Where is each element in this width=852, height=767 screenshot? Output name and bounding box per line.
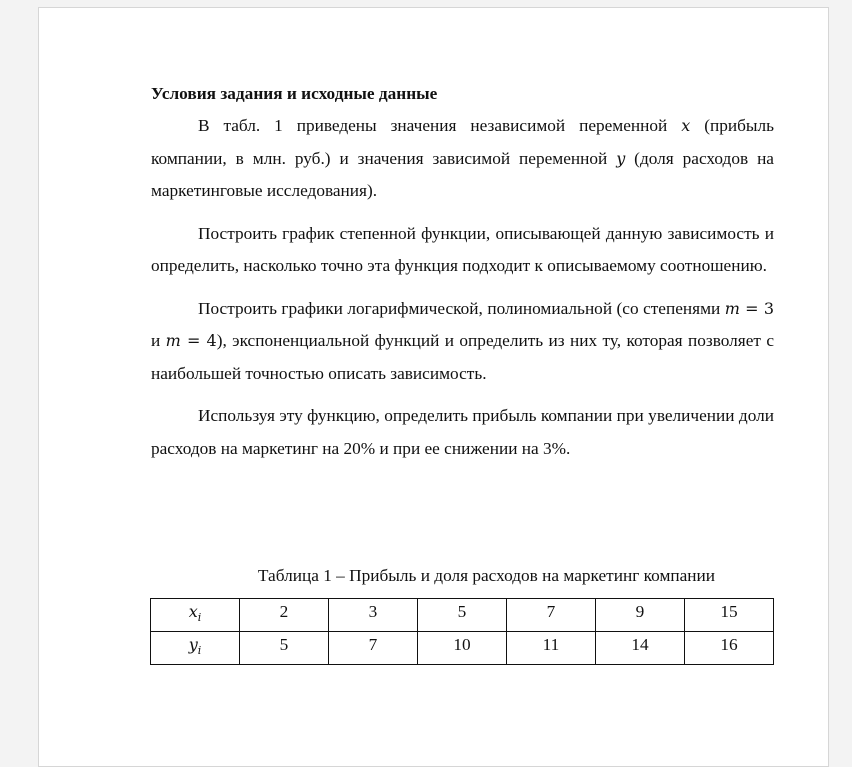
document-body xyxy=(151,82,775,658)
equals-4: = 4 xyxy=(180,331,217,350)
table-cell: 9 xyxy=(596,599,685,632)
paragraph-4: Используя эту функцию, определить прибыль компании при увеличении доли расходов на маркетинг на 20% и при ее снижении на 3%. xyxy=(151,406,774,458)
equals-3: = 3 xyxy=(739,298,774,318)
row-header-y xyxy=(151,632,240,665)
table-caption: Таблица 1 – Прибыль и доля расходов на маркетинг компании xyxy=(257,566,716,585)
row-header-x xyxy=(151,599,240,632)
table-cell: 2 xyxy=(240,599,329,632)
variable-m-2: m xyxy=(165,331,181,350)
table-cell: 7 xyxy=(507,599,596,632)
table-row-x xyxy=(151,599,774,632)
paragraph-3-and: и xyxy=(151,331,166,350)
row-header-x-label: x xyxy=(188,602,198,621)
variable-y: y xyxy=(616,148,626,168)
variable-m-1: m xyxy=(724,298,740,318)
variable-x: x xyxy=(681,116,691,135)
table-cell: 5 xyxy=(418,599,507,632)
table-cell: 3 xyxy=(329,599,418,632)
row-header-y-sub: i xyxy=(197,644,202,658)
table-row-y xyxy=(151,632,774,665)
row-header-x-sub: i xyxy=(197,611,202,625)
paragraph-3-text-a: Построить графики логарифмической, полиномиальной (со степенями xyxy=(198,298,725,318)
paragraph-1-text-c: (доля расходов на маркетинговые исследования). xyxy=(151,148,774,200)
data-table xyxy=(150,598,774,665)
table-cell: 15 xyxy=(685,599,774,632)
paragraph-3 xyxy=(151,293,774,391)
paragraph-2: Построить график степенной функции, описывающей данную зависимость и определить, насколько точно эта функция подходит к описываемому соотношению. xyxy=(151,223,774,275)
row-header-y-label: y xyxy=(188,635,198,655)
paragraph-1-text-a: В табл. 1 приведены значения независимой переменной xyxy=(198,116,682,135)
table-cell: 14 xyxy=(596,632,685,665)
table-cell: 5 xyxy=(240,632,329,665)
table-cell: 11 xyxy=(507,632,596,665)
paragraph-3-text-b: ), экспоненциальной функций и определить из них ту, которая позволяет с наибольшей точностью описать зависимость. xyxy=(151,331,775,383)
document-page xyxy=(38,7,829,767)
table-cell: 10 xyxy=(418,632,507,665)
paragraph-1 xyxy=(151,110,774,208)
table-cell: 16 xyxy=(685,632,774,665)
table-cell: 7 xyxy=(329,632,418,665)
section-heading: Условия задания и исходные данные xyxy=(151,84,438,103)
paragraph-1-text-b: (прибыль компании, в млн. руб.) и значения зависимой переменной xyxy=(151,116,774,168)
